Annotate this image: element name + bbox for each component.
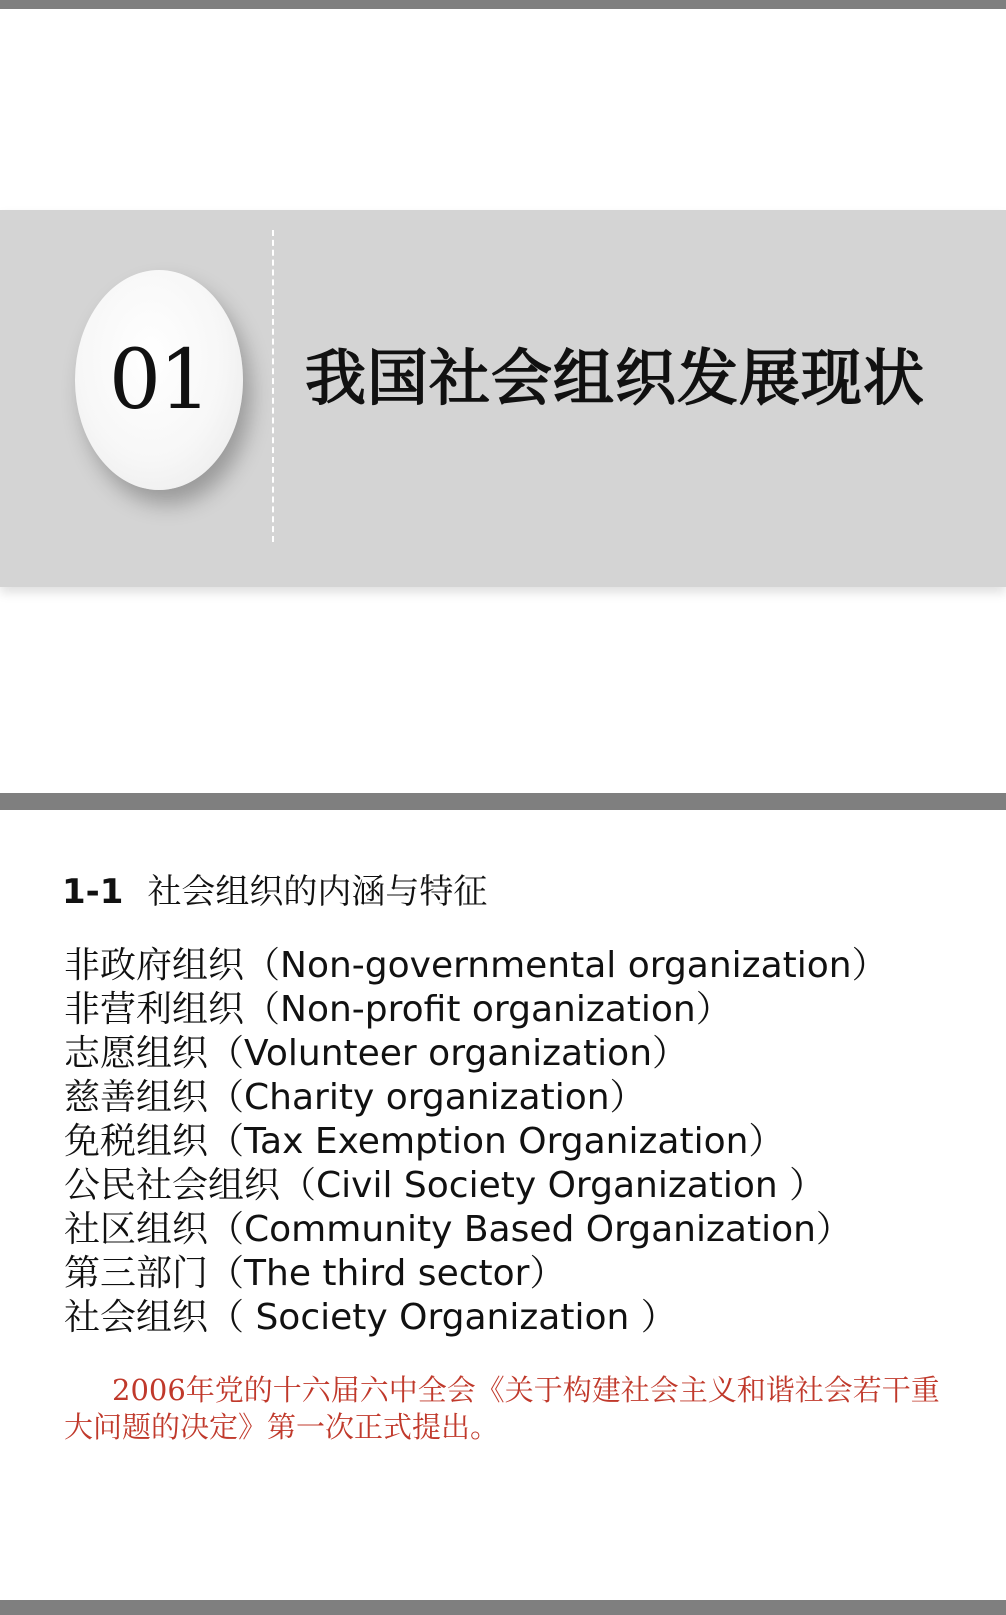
term-english: （Non-profit organization） xyxy=(244,989,732,1030)
list-item xyxy=(64,944,888,988)
section-title: 我国社会组织发展现状 xyxy=(305,343,926,414)
term-chinese: 免税组织 xyxy=(64,1121,209,1162)
term-chinese: 社会组织 xyxy=(64,1297,209,1338)
term-chinese: 非政府组织 xyxy=(64,945,245,986)
slide-separator-top xyxy=(0,0,1006,9)
section-title-slide xyxy=(0,9,1006,793)
term-english: （The third sector） xyxy=(208,1253,566,1294)
list-item xyxy=(64,1076,888,1120)
term-chinese: 社区组织 xyxy=(64,1209,209,1250)
list-item xyxy=(64,988,888,1032)
section-number: 01 xyxy=(108,332,210,428)
term-english: （Community Based Organization） xyxy=(208,1209,852,1250)
dashed-divider xyxy=(272,230,274,542)
term-english: （Volunteer organization） xyxy=(208,1033,689,1074)
list-item xyxy=(64,1120,888,1164)
list-item xyxy=(64,1032,888,1076)
list-item xyxy=(64,1296,888,1340)
term-chinese: 非营利组织 xyxy=(64,989,245,1030)
policy-note: 2006年党的十六届六中全会《关于构建社会主义和谐社会若干重大问题的决定》第一次正式提出。 xyxy=(64,1373,940,1444)
term-chinese: 公民社会组织 xyxy=(64,1165,281,1206)
organization-term-list xyxy=(64,944,888,1340)
slide-separator-bottom xyxy=(0,1600,1006,1615)
list-item xyxy=(64,1208,888,1252)
section-number-badge xyxy=(75,270,243,490)
term-english: （Non-governmental organization） xyxy=(244,945,888,986)
slide-separator-middle xyxy=(0,793,1006,810)
heading-number: 1-1 xyxy=(62,872,124,912)
term-english: （ Society Organization ） xyxy=(208,1297,677,1338)
term-chinese: 志愿组织 xyxy=(64,1033,209,1074)
title-band xyxy=(0,210,1006,587)
list-item xyxy=(64,1252,888,1296)
term-chinese: 第三部门 xyxy=(64,1253,209,1294)
list-item xyxy=(64,1164,888,1208)
term-english: （Charity organization） xyxy=(208,1077,646,1118)
term-chinese: 慈善组织 xyxy=(64,1077,209,1118)
heading-text: 社会组织的内涵与特征 xyxy=(147,872,488,912)
term-english: （Tax Exemption Organization） xyxy=(208,1121,785,1162)
term-english: （Civil Society Organization ） xyxy=(280,1165,826,1206)
content-slide xyxy=(0,810,1006,1600)
slide-heading xyxy=(62,864,487,913)
